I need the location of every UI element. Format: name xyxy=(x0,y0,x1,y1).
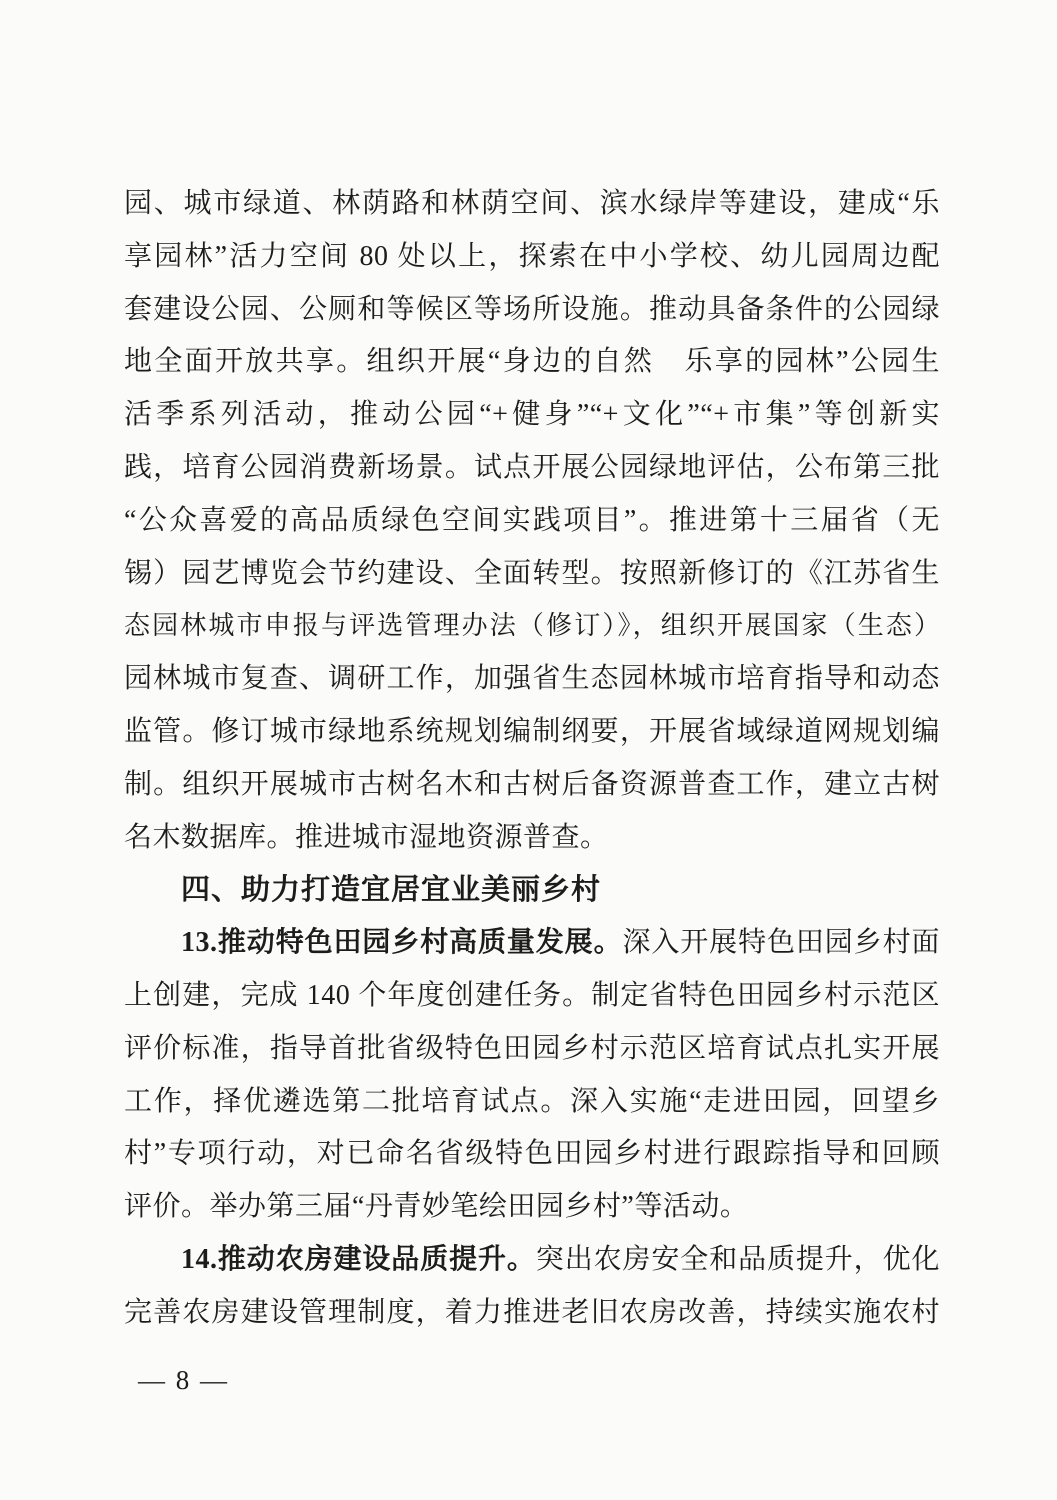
document-text-block xyxy=(124,178,940,1340)
body-line: 工作，择优遴选第二批培育试点。深入实施“走进田园，回望乡 xyxy=(124,1085,940,1117)
body-line-item13-first xyxy=(124,917,940,970)
body-line: 锡）园艺博览会节约建设、全面转型。按照新修订的《江苏省生 xyxy=(124,557,940,589)
section-heading: 四、助力打造宜居宜业美丽乡村 xyxy=(181,874,602,907)
body-line: 园林城市复查、调研工作，加强省生态园林城市培育指导和动态 xyxy=(124,663,940,695)
body-line: 地全面开放共享。组织开展“身边的自然 乐享的园林”公园生 xyxy=(124,346,940,378)
item-14-lead: 14.推动农房建设品质提升。 xyxy=(181,1243,536,1275)
body-line: 名木数据库。推进城市湿地资源普查。 xyxy=(124,821,609,853)
body-line: 园、城市绿道、林荫路和林荫空间、滨水绿岸等建设，建成“乐 xyxy=(124,188,940,219)
item-14-first-rest: 突出农房安全和品质提升，优化 xyxy=(535,1243,940,1275)
body-line: 套建设公园、公厕和等候区等场所设施。推动具备条件的公园绿 xyxy=(124,293,940,325)
body-line: 村”专项行动，对已命名省级特色田园乡村进行跟踪指导和回顾 xyxy=(124,1138,940,1170)
body-line: 态园林城市申报与评选管理办法（修订）》，组织开展国家（生态） xyxy=(124,611,940,641)
page-number: — 8 — xyxy=(138,1365,229,1395)
body-line: 上创建，完成 140 个年度创建任务。制定省特色田园乡村示范区 xyxy=(124,979,940,1011)
body-line: 活季系列活动，推动公园“+健身”“+文化”“+市集”等创新实 xyxy=(124,399,940,431)
item-13-lead: 13.推动特色田园乡村高质量发展。 xyxy=(181,927,623,959)
body-line: 评价标准，指导首批省级特色田园乡村示范区培育试点扎实开展 xyxy=(124,1032,940,1064)
body-line: 践，培育公园消费新场景。试点开展公园绿地评估，公布第三批 xyxy=(124,451,940,483)
body-line-item14-first xyxy=(124,1234,940,1287)
item-13-first-rest: 深入开展特色田园乡村面 xyxy=(622,927,940,959)
body-line: 评价。举办第三届“丹青妙笔绘田园乡村”等活动。 xyxy=(124,1191,749,1223)
body-line: 监管。修订城市绿地系统规划编制纲要，开展省域绿道网规划编 xyxy=(124,715,940,747)
body-line: 享园林”活力空间 80 处以上，探索在中小学校、幼儿园周边配 xyxy=(124,240,940,272)
body-line: 完善农房建设管理制度，着力推进老旧农房改善，持续实施农村 xyxy=(124,1296,940,1328)
body-line: 制。组织开展城市古树名木和古树后备资源普查工作，建立古树 xyxy=(124,768,940,800)
body-line: “公众喜爱的高品质绿色空间实践项目”。推进第十三届省（无 xyxy=(124,504,940,536)
